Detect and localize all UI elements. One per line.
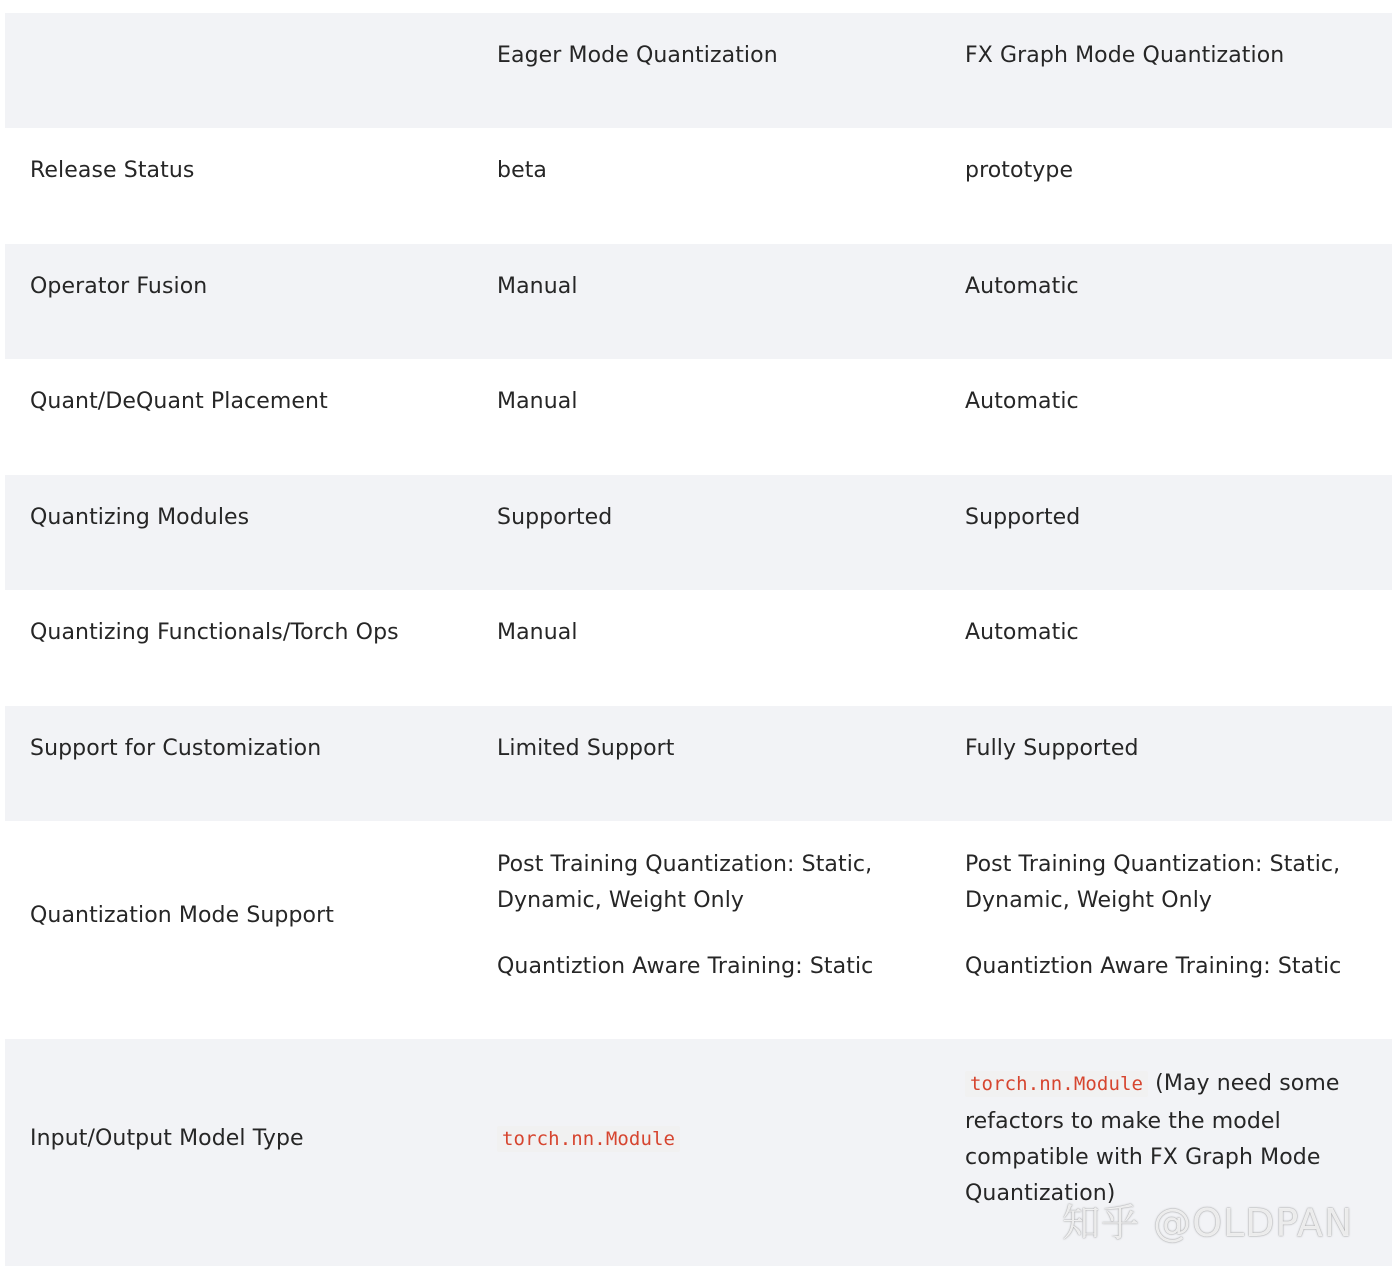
table-row <box>5 128 1392 244</box>
fx-cell-line: compatible with FX Graph Mode <box>965 1145 1321 1170</box>
fx-cell-line: Post Training Quantization: Static, <box>965 852 1341 877</box>
table-row <box>5 359 1392 475</box>
fx-cell-text: (May need some <box>1148 1071 1340 1096</box>
fx-cell: Fully Supported <box>965 736 1139 761</box>
feature-cell: Input/Output Model Type <box>30 1126 304 1151</box>
feature-cell: Quant/DeQuant Placement <box>30 389 328 414</box>
eager-cell: Limited Support <box>497 736 675 761</box>
fx-cell: Automatic <box>965 389 1079 414</box>
header-eager-mode: Eager Mode Quantization <box>497 43 778 68</box>
eager-cell-line: Quantiztion Aware Training: Static <box>497 954 874 979</box>
fx-cell: Automatic <box>965 620 1079 645</box>
fx-cell-line: Dynamic, Weight Only <box>965 888 1213 913</box>
watermark: 知乎 @OLDPAN <box>1062 1201 1354 1245</box>
table-row <box>5 475 1392 590</box>
table-row <box>5 590 1392 706</box>
table-row <box>5 821 1392 1039</box>
feature-cell: Release Status <box>30 158 195 183</box>
eager-cell: Manual <box>497 274 578 299</box>
eager-cell-line: Dynamic, Weight Only <box>497 888 745 913</box>
fx-cell-line: Quantiztion Aware Training: Static <box>965 954 1342 979</box>
table-row <box>5 244 1392 359</box>
fx-cell: Automatic <box>965 274 1079 299</box>
fx-cell-line: refactors to make the model <box>965 1109 1281 1134</box>
fx-cell: Supported <box>965 505 1081 530</box>
eager-cell: Manual <box>497 620 578 645</box>
fx-cell-line: Quantization) <box>965 1181 1116 1206</box>
fx-cell: prototype <box>965 158 1074 183</box>
fx-cell-line <box>965 1066 1340 1102</box>
eager-cell <box>497 1121 680 1157</box>
eager-cell: Manual <box>497 389 578 414</box>
eager-cell: beta <box>497 158 548 183</box>
feature-cell: Support for Customization <box>30 736 322 761</box>
feature-cell: Quantization Mode Support <box>30 903 334 928</box>
feature-cell: Quantizing Functionals/Torch Ops <box>30 620 399 645</box>
feature-cell: Operator Fusion <box>30 274 208 299</box>
table-row <box>5 706 1392 821</box>
table-header-row <box>5 13 1392 128</box>
feature-cell: Quantizing Modules <box>30 505 250 530</box>
eager-code-snippet: torch.nn.Module <box>497 1126 680 1152</box>
eager-cell-line: Post Training Quantization: Static, <box>497 852 873 877</box>
header-fx-graph-mode: FX Graph Mode Quantization <box>965 43 1285 68</box>
eager-cell: Supported <box>497 505 613 530</box>
comparison-table <box>5 13 1392 1266</box>
fx-code-snippet: torch.nn.Module <box>965 1071 1148 1097</box>
